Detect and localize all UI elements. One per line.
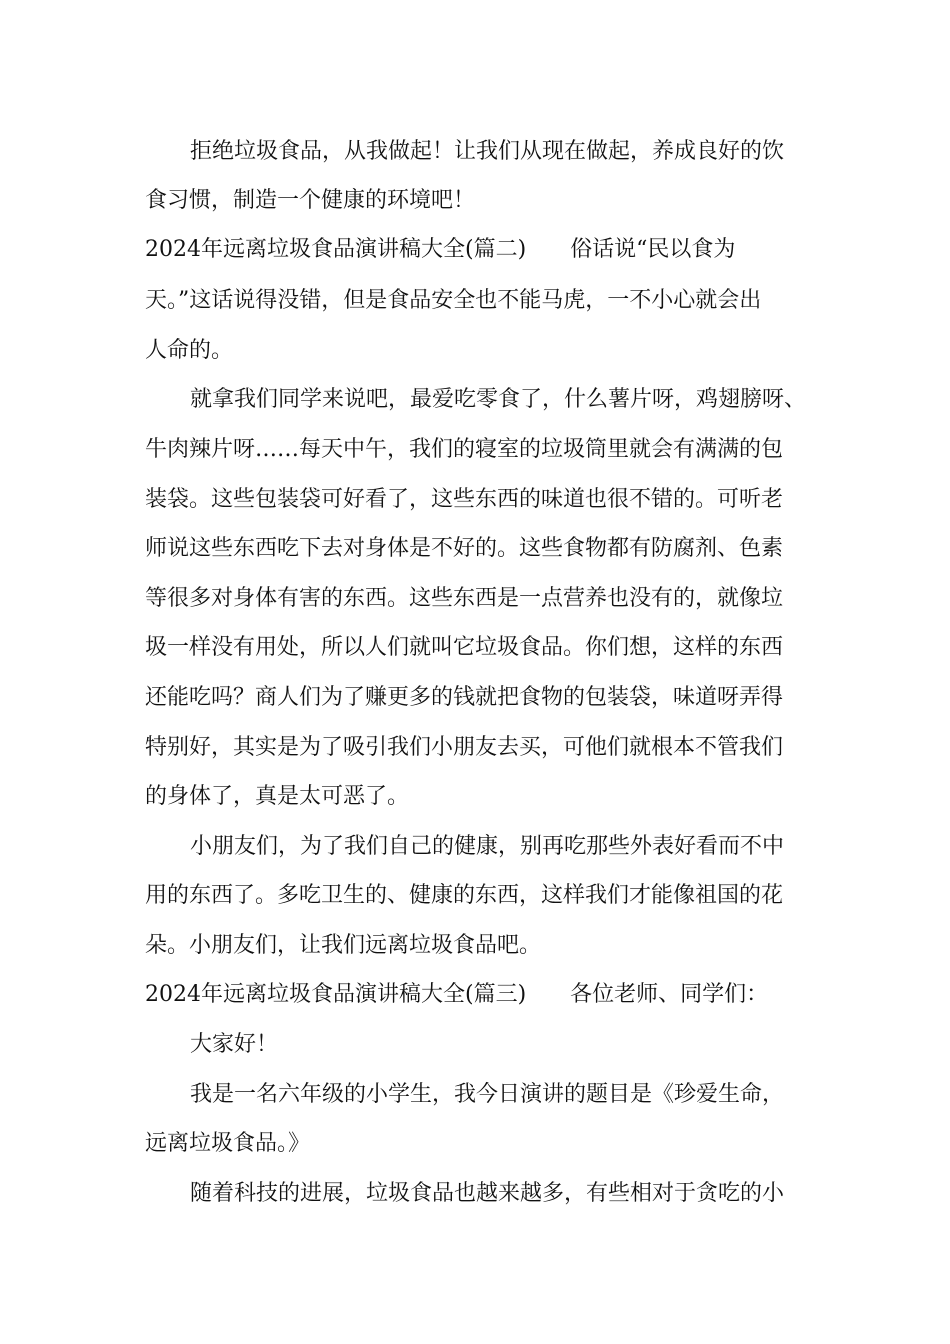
text-line: 师说这些东西吃下去对身体是不好的。这些食物都有防腐剂、色素 — [145, 536, 784, 561]
text-line: 食习惯，制造一个健康的环境吧！ — [145, 188, 476, 213]
text-line: 还能吃吗？商人们为了赚更多的钱就把食物的包装袋，味道呀弄得 — [145, 685, 784, 710]
text-line: 的身体了，真是太可恶了。 — [145, 784, 410, 809]
text-line: 牛肉辣片呀……每天中午，我们的寝室的垃圾筒里就会有满满的包 — [145, 437, 784, 462]
text-line: 人命的。 — [145, 338, 234, 363]
text-line: 装袋。这些包装袋可好看了，这些东西的味道也很不错的。可听老 — [145, 487, 784, 512]
text-line: 就拿我们同学来说吧，最爱吃零食了，什么薯片呀，鸡翅膀呀、 — [190, 387, 807, 412]
section-heading-line: 2024年远离垃圾食品演讲稿大全(篇三) 各位老师、同学们： — [145, 982, 769, 1007]
text-line: 远离垃圾食品。》 — [145, 1131, 311, 1156]
text-line: 等很多对身体有害的东西。这些东西是一点营养也没有的，就像垃 — [145, 586, 784, 611]
text-line: 朵。小朋友们，让我们远离垃圾食品吧。 — [145, 933, 542, 958]
text-line: 用的东西了。多吃卫生的、健康的东西，这样我们才能像祖国的花 — [145, 883, 784, 908]
text-line: 我是一名六年级的小学生，我今日演讲的题目是《珍爱生命， — [190, 1082, 785, 1107]
section-heading-line: 2024年远离垃圾食品演讲稿大全(篇二) 俗话说“民以食为 — [145, 237, 736, 262]
text-line: 拒绝垃圾食品，从我做起！让我们从现在做起，养成良好的饮 — [190, 139, 785, 164]
text-line: 特别好，其实是为了吸引我们小朋友去买，可他们就根本不管我们 — [145, 735, 784, 760]
text-line: 大家好！ — [190, 1032, 279, 1057]
text-line: 随着科技的进展，垃圾食品也越来越多，有些相对于贪吃的小 — [190, 1181, 785, 1206]
text-line: 小朋友们，为了我们自己的健康，别再吃那些外表好看而不中 — [190, 834, 785, 859]
text-line: 圾一样没有用处，所以人们就叫它垃圾食品。你们想，这样的东西 — [145, 635, 784, 660]
text-line: 天。”这话说得没错，但是食品安全也不能马虎，一不小心就会出 — [145, 288, 762, 313]
